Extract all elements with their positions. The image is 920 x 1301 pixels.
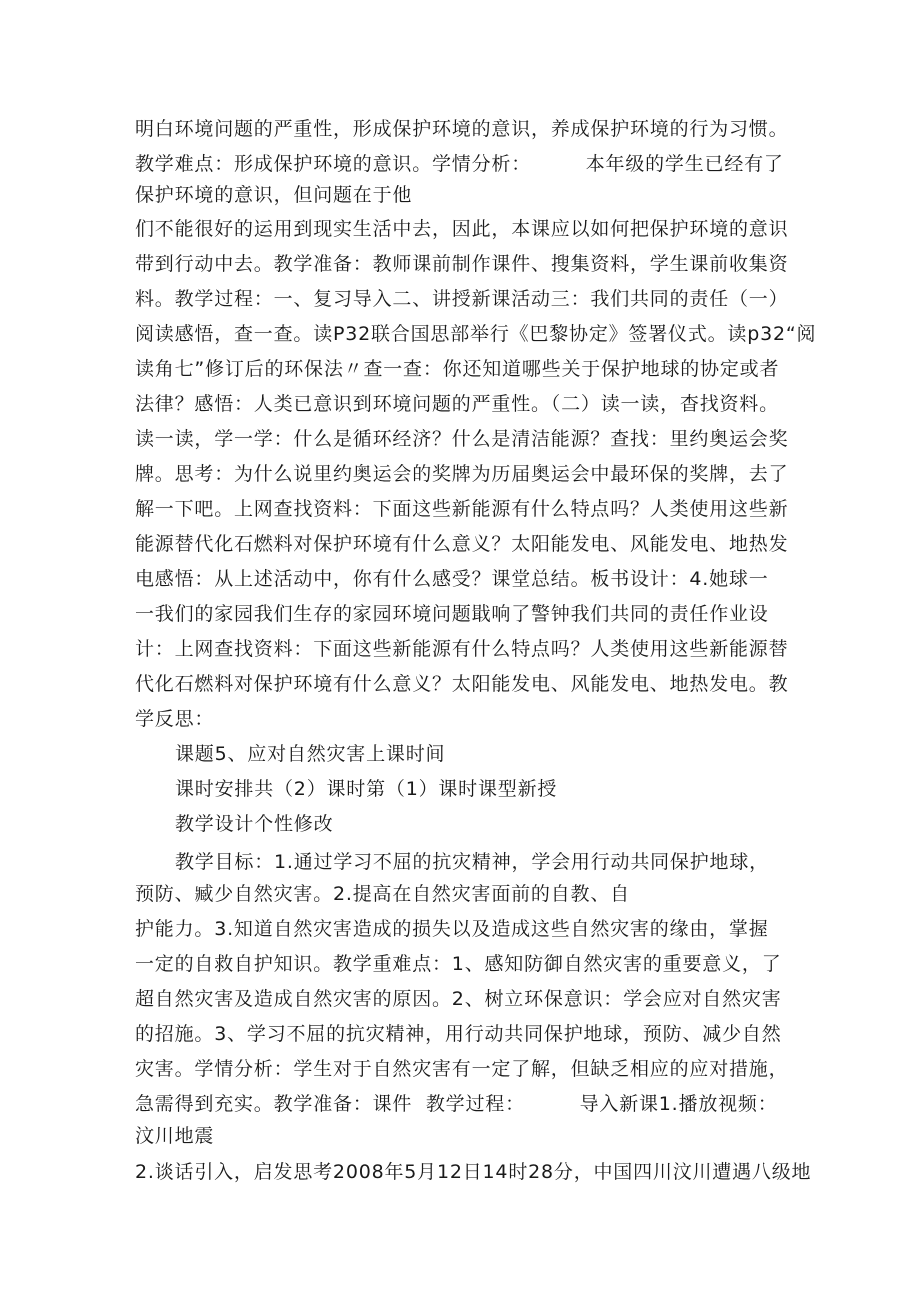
schedule-line: 课时安排共（2）课时第（1）课时课型新授: [175, 778, 558, 800]
text-line: 读一读，学一学：什么是循环经济？什么是清洁能源？查找：里约奥运会奖: [135, 428, 789, 450]
text-line: 能源替代化石燃料对保护环境有什么意义？太阳能发电、风能发电、地热发: [135, 533, 789, 555]
text-line: 解一下吧。上网查找资料：下面这些新能源有什么特点吗？人类使用这些新: [135, 498, 789, 520]
design-heading-line: 教学设计个性修改: [175, 813, 334, 835]
text-line: 2.谈话引入，启发思考2008年5月12日14时28分，中国四川汶川遭遇八级地: [135, 1161, 812, 1183]
text-line: 带到行动中去。教学准备：教师课前制作课件、搜集资料，学生课前收集资: [135, 253, 789, 275]
text-line: 一我们的家园我们生存的家园环境问题戢响了警钟我们共同的责任作业设: [135, 603, 769, 625]
text-line: 保护环境的意识，但问题在于他: [135, 184, 413, 206]
text-line: 教学难点：形成保护环境的意识。学情分析： 本年级的学生已经有了: [135, 153, 784, 175]
text-line: 明白环境问题的严重性，形成保护环境的意识，养成保护环境的行为习惯。: [135, 118, 789, 140]
text-line: 急需得到充实。教学准备：课件 教学过程： 导入新课1.播放视频：: [135, 1093, 778, 1115]
text-line: 牌。思考：为什么说里约奥运会的奖牌为历届奥运会中最环保的奖牌，去了: [135, 463, 789, 485]
text-line: 们不能很好的运用到现实生活中去，因此，本课应以如何把保护环境的意识: [135, 218, 789, 240]
lesson-title-line: 课题5、应对自然灾害上课时间: [175, 743, 446, 765]
text-line: 一定的自救自护知识。教学重难点：1、感知防御自然灾害的重要意义，了: [135, 953, 782, 975]
text-line: 电感悟：从上述活动中，你有什么感受？课堂总结。板书设计：4.她球一: [135, 568, 769, 590]
text-line: 学反思：: [135, 708, 215, 730]
text-line: 法律？感悟：人类已意识到环境问题的严重性。（二）读一读，杳找资料。: [135, 393, 779, 415]
text-line: 超自然灾害及造成自然灾害的原因。2、树立环保意识：学会应对自然灾害: [135, 988, 782, 1010]
text-line: 读角七”修订后的环保法〃查一查：你还知道哪些关于保护地球的协定或者: [135, 358, 780, 380]
text-line: 预防、臧少自然灾害。2.提高在自然灾害面前的自教、自: [135, 883, 630, 905]
text-line: 计：上网查找资料：下面这些新能源有什么特点吗？人类使用这些新能源替: [135, 638, 789, 660]
text-line: 汶川地震: [135, 1125, 215, 1147]
text-line: 护能力。3.知道自然灾害造成的损失以及造成这些自然灾害的缘由，掌握: [135, 918, 769, 940]
text-line: 灾害。学情分析：学生对于自然灾害有一定了解，但缺乏相应的应对措施，: [135, 1058, 789, 1080]
text-line: 教学目标：1.通过学习不屈的抗灾精神，学会用行动共同保护地球，: [175, 851, 769, 873]
text-line: 阅读感悟，查一查。读P32联合国思部举行《巴黎协定》签署仪式。读p32“阅: [135, 323, 817, 345]
text-line: 的招施。3、学习不屈的抗灾精神，用行动共同保护地球，预防、减少自然: [135, 1023, 782, 1045]
text-line: 代化石燃料对保护环境有什么意义？太阳能发电、风能发电、地热发电。教: [135, 673, 789, 695]
text-line: 料。教学过程：一、复习导入二、讲授新课活动三：我们共同的责任（一）: [135, 288, 789, 310]
